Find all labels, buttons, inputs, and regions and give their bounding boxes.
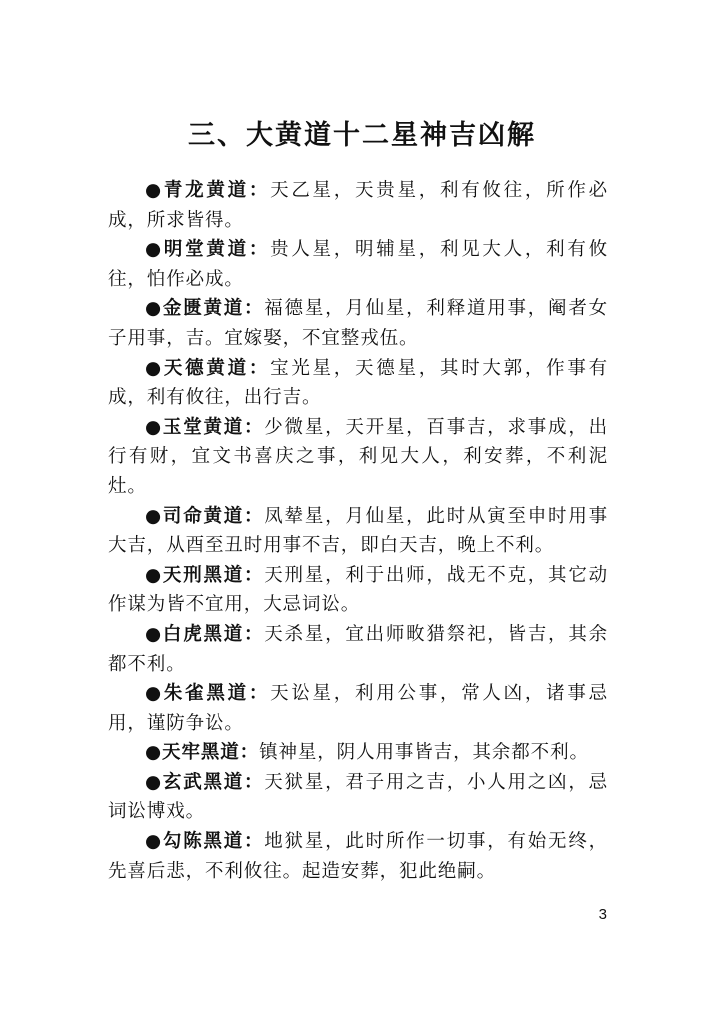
entry-name: 白虎黑道：: [162, 623, 265, 645]
entry-name: 天牢黑道：: [162, 742, 260, 764]
entry-tianlao: [108, 738, 608, 768]
entry-text: 天杀星，宜出师畋猎祭祀，皆吉，其余都不利。: [108, 623, 608, 675]
entry-name: 玉堂黄道：: [162, 416, 265, 438]
entry-jinkui: [108, 294, 608, 353]
entry-text: 福德星，月仙星，利释道用事，阉者女子用事，吉。宜嫁娶，不宜整戎伍。: [108, 298, 608, 349]
entry-name: 天德黄道：: [163, 357, 271, 379]
bullet-icon: ●: [145, 357, 164, 379]
bullet-icon: ●: [145, 771, 163, 793]
entry-text: 天刑星，利于出师，战无不克，其它动作谋为皆不宜用，大忌词讼。: [108, 564, 608, 616]
entry-text: 贵人星，明辅星，利见大人，利有攸往，怕作必成。: [108, 239, 609, 290]
entry-name: 司命黄道：: [162, 505, 265, 527]
entry-name: 明堂黄道：: [163, 239, 271, 261]
entry-text: 天狱星，君子用之吉，小人用之凶，忌词讼博戏。: [108, 771, 608, 823]
bullet-icon: ●: [145, 416, 163, 438]
bullet-icon: ●: [145, 831, 163, 853]
entry-list: [108, 176, 608, 886]
page-number: 3: [598, 906, 607, 923]
entry-name: 玄武黑道：: [162, 771, 265, 793]
bullet-icon: ●: [145, 564, 163, 586]
page-title: 三、大黄道十二星神吉凶解: [188, 120, 536, 151]
entry-tianxing: [108, 561, 608, 620]
entry-name: 青龙黄道：: [163, 180, 271, 201]
entry-name: 天刑黑道：: [162, 564, 265, 586]
entry-yutang: [108, 413, 608, 502]
entry-mingtang: [108, 235, 608, 294]
entry-text: 镇神星，阴人用事皆吉，其余都不利。: [259, 742, 589, 764]
entry-qinglong: [108, 176, 608, 235]
bullet-icon: ●: [145, 623, 163, 645]
bullet-icon: ●: [145, 742, 163, 764]
entry-name: 朱雀黑道：: [163, 683, 271, 705]
bullet-icon: ●: [145, 239, 164, 261]
entry-text: 天讼星，利用公事，常人凶，诸事忌用，谨防争讼。: [108, 683, 609, 734]
bullet-icon: ●: [145, 298, 163, 320]
entry-baihu: [108, 620, 608, 679]
entry-siming: [108, 502, 608, 561]
entry-text: 少微星，天开星，百事吉，求事成，出行有财，宜文书喜庆之事，利见大人，利安葬，不利泥灶。: [108, 416, 608, 497]
entry-name: 勾陈黑道：: [162, 831, 265, 853]
bullet-icon: ●: [145, 505, 163, 527]
entry-zhuque: [108, 679, 608, 738]
bullet-icon: ●: [145, 180, 164, 201]
entry-text: 凤辇星，月仙星，此时从寅至申时用事大吉，从酉至丑时用事不吉，即白天吉，晚上不利。: [108, 505, 608, 557]
entry-text: 地狱星，此时所作一切事，有始无终，先喜后悲，不利攸往。起造安葬，犯此绝嗣。: [108, 831, 608, 882]
entry-gouchen: [108, 827, 608, 886]
entry-name: 金匮黄道：: [162, 298, 265, 320]
entry-text: 天乙星，天贵星，利有攸往，所作必成，所求皆得。: [108, 180, 609, 231]
entry-text: 宝光星，天德星，其时大郭，作事有成，利有攸往，出行吉。: [108, 357, 609, 409]
entry-xuanwu: [108, 768, 608, 827]
bullet-icon: ●: [145, 683, 164, 705]
entry-tiande: [108, 354, 608, 413]
